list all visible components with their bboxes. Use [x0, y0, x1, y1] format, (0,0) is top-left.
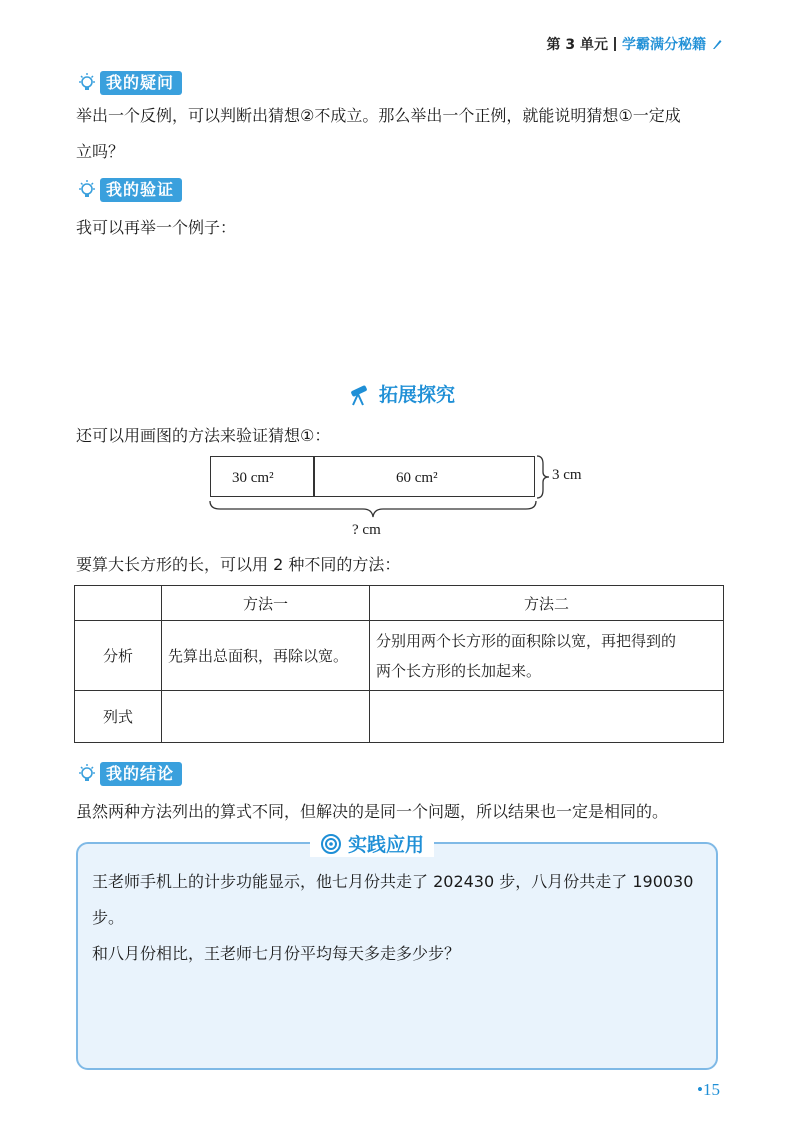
- extension-title-label: 拓展探究: [378, 384, 455, 406]
- brand-label: 学霸满分秘籍: [622, 37, 706, 53]
- practice-line-1: 王老师手机上的计步功能显示，他七月份共走了 202430 步，八月份共走了 190030 步。: [92, 872, 694, 927]
- length-label: ? cm: [352, 522, 381, 538]
- lightbulb-icon: [76, 763, 98, 785]
- analysis-method-2: [370, 621, 724, 691]
- practice-line-2: 和八月份相比，王老师七月份平均每天多走多少步？: [92, 944, 461, 963]
- question-tag: [76, 71, 182, 95]
- practice-title-label: 实践应用: [348, 834, 425, 856]
- extension-intro: 还可以用画图的方法来验证猜想①：: [76, 426, 331, 445]
- verify-text: 我可以再举一个例子：: [76, 218, 237, 237]
- length-brace: [208, 499, 538, 519]
- question-line-1: 举出一个反例，可以判断出猜想②不成立。那么举出一个正例，就能说明猜想①一定成: [76, 106, 681, 125]
- conclusion-tag-label: 我的结论: [100, 762, 182, 786]
- methods-table: [74, 585, 724, 743]
- analysis-method-1: 先算出总面积，再除以宽。: [162, 621, 370, 691]
- page-number: [697, 1080, 720, 1100]
- unit-label: 第 3 单元: [546, 37, 608, 53]
- large-rect-area: 60 cm²: [396, 470, 438, 486]
- row-label-formula: 列式: [75, 691, 162, 743]
- height-label: 3 cm: [552, 467, 582, 483]
- table-header-row: [75, 586, 724, 621]
- table-header-empty: [75, 586, 162, 621]
- table-header-method-1: 方法一: [162, 586, 370, 621]
- header-divider: [614, 37, 616, 51]
- height-brace: [535, 454, 551, 500]
- small-rect-area: 30 cm²: [232, 470, 274, 486]
- page-number-value: 15: [703, 1080, 720, 1099]
- row-label-analysis: 分析: [75, 621, 162, 691]
- analysis-method-2-line-1: 分别用两个长方形的面积除以宽，再把得到的: [376, 631, 677, 650]
- table-row: [75, 621, 724, 691]
- target-icon: [320, 833, 342, 855]
- table-header-method-2: 方法二: [370, 586, 724, 621]
- page-header: [547, 34, 723, 54]
- table-row: [75, 691, 724, 743]
- practice-text: [92, 864, 712, 972]
- question-text: [76, 98, 736, 170]
- telescope-icon: [345, 382, 373, 406]
- conclusion-tag: [76, 762, 182, 786]
- practice-title: [310, 830, 434, 857]
- conclusion-text: 虽然两种方法列出的算式不同，但解决的是同一个问题，所以结果也一定是相同的。: [76, 802, 669, 821]
- verify-tag-label: 我的验证: [100, 178, 182, 202]
- analysis-method-2-line-2: 两个长方形的长加起来。: [376, 661, 542, 680]
- formula-method-2: [370, 691, 724, 743]
- question-tag-label: 我的疑问: [100, 71, 182, 95]
- pen-icon: [712, 38, 722, 50]
- verify-tag: [76, 178, 182, 202]
- methods-intro: 要算大长方形的长，可以用 2 种不同的方法：: [76, 555, 401, 574]
- lightbulb-icon: [76, 72, 98, 94]
- page-number-bullet: •: [697, 1080, 703, 1099]
- formula-method-1: [162, 691, 370, 743]
- lightbulb-icon: [76, 179, 98, 201]
- extension-title: [0, 380, 800, 407]
- question-line-2: 立吗？: [76, 142, 125, 161]
